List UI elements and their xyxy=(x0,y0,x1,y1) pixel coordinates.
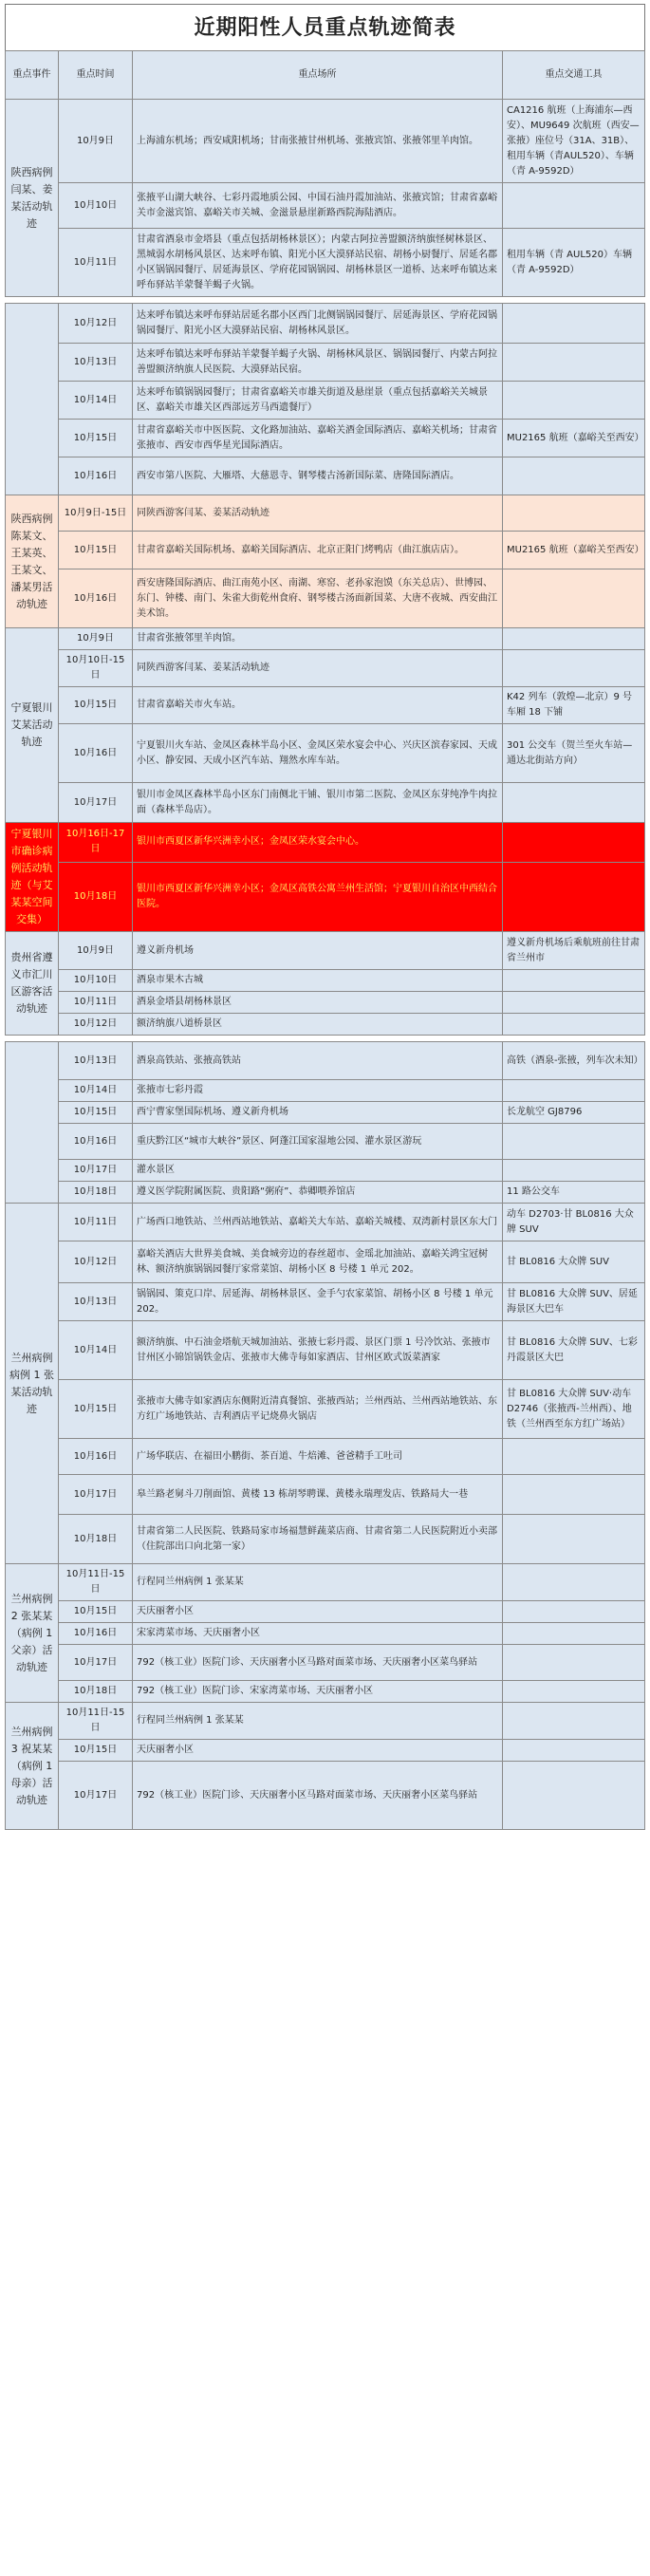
header-row xyxy=(6,51,645,100)
event-cell: 兰州病例 3 祝某某（病例 1 母亲）活动轨迹 xyxy=(6,1703,59,1830)
time-cell: 10月10日-15日 xyxy=(59,650,133,687)
place-cell: 额济纳旗、中石油金塔航天城加油站、张掖七彩丹霞、景区门票 1 号冷饮站、张掖市甘州区小锦馆锅铁金店、张掖市大佛寺每如家酒店、甘州区欧式饭菜酒家 xyxy=(133,1321,503,1380)
table-row xyxy=(6,183,645,229)
table-row xyxy=(6,1204,645,1241)
place-cell: 遵义医学院附属医院、贵阳路“粥府”、恭卿喂养馆店 xyxy=(133,1182,503,1204)
transport-cell xyxy=(503,1439,645,1475)
table-row xyxy=(6,1681,645,1703)
transport-cell: 租用车辆（青 AUL520）车辆（青 A-9592D） xyxy=(503,229,645,297)
table-row xyxy=(6,1124,645,1160)
transport-cell: 301 公交车（贺兰至火车站—通达北街站方向） xyxy=(503,724,645,783)
section-gap xyxy=(6,297,645,304)
place-cell: 达来呼布镇达来呼布驿站居延名郡小区西门北侧锅锅园餐厅、居延海景区、学府花园锅锅园餐厅、阳光小区大漠驿站民宿、胡杨林风景区。 xyxy=(133,304,503,344)
place-cell: 天庆丽奢小区 xyxy=(133,1740,503,1762)
table-row xyxy=(6,1102,645,1124)
transport-cell xyxy=(503,862,645,931)
time-cell: 10月9日 xyxy=(59,932,133,970)
trajectory-table xyxy=(5,50,645,1830)
table-row xyxy=(6,1762,645,1830)
place-cell: 天庆丽奢小区 xyxy=(133,1601,503,1623)
transport-cell: MU2165 航班（嘉峪关至西安） xyxy=(503,420,645,457)
place-cell: 达来呼布镇锅锅园餐厅；甘肃省嘉峪关市雄关街道及悬崖景（重点包括嘉峪关关城景区、嘉峪关市雄关区西部远芳马西遗餐厅） xyxy=(133,382,503,420)
transport-cell xyxy=(503,970,645,992)
table-row xyxy=(6,1380,645,1439)
transport-cell xyxy=(503,650,645,687)
time-cell: 10月16日 xyxy=(59,1124,133,1160)
time-cell: 10月16日 xyxy=(59,569,133,628)
time-cell: 10月9日-15日 xyxy=(59,495,133,532)
place-cell: 张掖市大佛寺如家酒店东侧附近清真餐馆、张掖西站；兰州西站、兰州西站地铁站、东方红广场地铁站、吉利酒店平记烧鼻火锅店 xyxy=(133,1380,503,1439)
transport-cell xyxy=(503,1703,645,1740)
time-cell: 10月15日 xyxy=(59,687,133,724)
transport-cell xyxy=(503,304,645,344)
section-gap-cell xyxy=(6,1036,645,1042)
transport-cell: 高铁（酒泉-张掖，列车次未知） xyxy=(503,1042,645,1080)
time-cell: 10月14日 xyxy=(59,382,133,420)
time-cell: 10月15日 xyxy=(59,1380,133,1439)
event-cell: 陕西病例闫某、姜某活动轨迹 xyxy=(6,100,59,297)
trajectory-sheet xyxy=(5,4,645,1830)
place-cell: 达来呼布镇达来呼布驿站羊蒙餐羊蝎子火锅、胡杨林风景区、锅锅园餐厅、内蒙古阿拉善盟额济纳旗人民医院、大漠驿站民宿。 xyxy=(133,344,503,382)
time-cell: 10月18日 xyxy=(59,1515,133,1564)
place-cell: 嘉峪关酒店大世界美食城、美食城旁边的春丝超市、金瑶北加油站、嘉峪关鸿宝冠树林、额济纳旗锅锅园餐厅家常菜馆、胡杨小区 8 号楼 1 单元 202。 xyxy=(133,1241,503,1283)
transport-cell xyxy=(503,457,645,495)
transport-cell xyxy=(503,992,645,1014)
table-row xyxy=(6,1283,645,1321)
place-cell: 张掖平山湖大峡谷、七彩丹霞地质公园、中国石油丹霞加油站、张掖宾馆；甘肃省嘉峪关市金滋宾馆、嘉峪关市关城、金滋景悬崖新路西院海陆酒店。 xyxy=(133,183,503,229)
time-cell: 10月13日 xyxy=(59,344,133,382)
table-row xyxy=(6,1321,645,1380)
time-cell: 10月16日 xyxy=(59,457,133,495)
event-cell: 宁夏银川艾某活动轨迹 xyxy=(6,628,59,823)
transport-cell xyxy=(503,344,645,382)
table-row xyxy=(6,420,645,457)
table-row xyxy=(6,100,645,183)
time-cell: 10月17日 xyxy=(59,783,133,823)
transport-cell xyxy=(503,1623,645,1645)
table-row xyxy=(6,1601,645,1623)
table-row xyxy=(6,1014,645,1036)
place-cell: 锅锅园、策克口岸、居延海、胡杨林景区、金手勺农家菜馆、胡杨小区 8 号楼 1 单元 202。 xyxy=(133,1283,503,1321)
transport-cell: 甘 BL0816 大众牌 SUV、七彩丹霞景区大巴 xyxy=(503,1321,645,1380)
time-cell: 10月11日 xyxy=(59,229,133,297)
transport-cell xyxy=(503,1645,645,1681)
transport-cell xyxy=(503,1124,645,1160)
event-cell: 贵州省遵义市汇川区游客活动轨迹 xyxy=(6,932,59,1036)
transport-cell xyxy=(503,382,645,420)
time-cell: 10月17日 xyxy=(59,1645,133,1681)
table-row xyxy=(6,1623,645,1645)
time-cell: 10月11日-15日 xyxy=(59,1564,133,1601)
place-cell: 酒泉高铁站、张掖高铁站 xyxy=(133,1042,503,1080)
table-row xyxy=(6,1080,645,1102)
time-cell: 10月16日 xyxy=(59,1439,133,1475)
place-cell: 甘肃省嘉峪关市火车站。 xyxy=(133,687,503,724)
table-row xyxy=(6,569,645,628)
table-row xyxy=(6,650,645,687)
table-row xyxy=(6,495,645,532)
transport-cell: 11 路公交车 xyxy=(503,1182,645,1204)
table-row xyxy=(6,532,645,569)
time-cell: 10月11日-15日 xyxy=(59,1703,133,1740)
time-cell: 10月17日 xyxy=(59,1160,133,1182)
time-cell: 10月9日 xyxy=(59,628,133,650)
transport-cell: 长龙航空 GJ8796 xyxy=(503,1102,645,1124)
header-event: 重点事件 xyxy=(6,51,59,100)
place-cell: 西安唐隆国际酒店、曲江南苑小区、南湖、寒窑、老孙家泡馍（东关总店）、世博园、东门、钟楼、南门、朱雀大街乾州食府、钢琴楼古汤面新国菜、大唐不夜城、西安曲江美术馆。 xyxy=(133,569,503,628)
table-row xyxy=(6,1564,645,1601)
transport-cell xyxy=(503,183,645,229)
transport-cell xyxy=(503,1080,645,1102)
transport-cell: 甘 BL0816 大众牌 SUV xyxy=(503,1241,645,1283)
time-cell: 10月16日 xyxy=(59,1623,133,1645)
time-cell: 10月15日 xyxy=(59,420,133,457)
place-cell: 同陕西游客闫某、姜某活动轨迹 xyxy=(133,495,503,532)
place-cell: 酒泉金塔县胡杨林景区 xyxy=(133,992,503,1014)
transport-cell xyxy=(503,1475,645,1515)
time-cell: 10月11日 xyxy=(59,992,133,1014)
place-cell: 甘肃省嘉峪关市中医医院、文化路加油站、嘉峪关酒金国际酒店、嘉峪关机场；甘肃省张掖市、西安市西华星光国际酒店。 xyxy=(133,420,503,457)
place-cell: 宋家湾菜市场、天庆丽奢小区 xyxy=(133,1623,503,1645)
table-row xyxy=(6,1515,645,1564)
sheet-title: 近期阳性人员重点轨迹简表 xyxy=(5,4,645,50)
section-gap xyxy=(6,1036,645,1042)
time-cell: 10月16日 xyxy=(59,724,133,783)
table-row xyxy=(6,687,645,724)
time-cell: 10月10日 xyxy=(59,970,133,992)
place-cell: 甘肃省嘉峪关国际机场、嘉峪关国际酒店、北京正阳门烤鸭店（曲江旗店店）。 xyxy=(133,532,503,569)
transport-cell xyxy=(503,1681,645,1703)
time-cell: 10月16日-17日 xyxy=(59,823,133,863)
header-transport: 重点交通工具 xyxy=(503,51,645,100)
time-cell: 10月17日 xyxy=(59,1475,133,1515)
event-cell: 兰州病例 2 张某某（病例 1 父亲）活动轨迹 xyxy=(6,1564,59,1703)
place-cell: 甘肃省酒泉市金塔县（重点包括胡杨林景区）；内蒙古阿拉善盟额济纳旗怪树林景区、黑城弱水胡杨风景区、达来呼布镇、阳光小区大漠驿站民宿、胡杨小厨餐厅、居延名郡小区锅锅园餐厅、居延海景区、学府花园锅锅园、胡杨林景区一道桥、达来呼布镇达来呼布驿站羊蒙餐羊蝎子火锅。 xyxy=(133,229,503,297)
transport-cell xyxy=(503,1014,645,1036)
table-row xyxy=(6,992,645,1014)
transport-cell xyxy=(503,823,645,863)
place-cell: 遵义新舟机场 xyxy=(133,932,503,970)
place-cell: 银川市西夏区新华兴洲幸小区；金凤区荣水宴会中心。 xyxy=(133,823,503,863)
table-row xyxy=(6,304,645,344)
transport-cell: 甘 BL0816 大众牌 SUV·动车 D2746（张掖西-兰州西）、地铁（兰州西至东方红广场站） xyxy=(503,1380,645,1439)
table-row xyxy=(6,1703,645,1740)
table-row xyxy=(6,1475,645,1515)
section-gap-cell xyxy=(6,297,645,304)
place-cell: 同陕西游客闫某、姜某活动轨迹 xyxy=(133,650,503,687)
transport-cell xyxy=(503,1515,645,1564)
table-row xyxy=(6,970,645,992)
event-cell xyxy=(6,304,59,495)
place-cell: 792（核工业）医院门诊、天庆丽奢小区马路对面菜市场、天庆丽奢小区菜鸟驿站 xyxy=(133,1645,503,1681)
place-cell: 行程同兰州病例 1 张某某 xyxy=(133,1703,503,1740)
time-cell: 10月14日 xyxy=(59,1321,133,1380)
place-cell: 广场华联店、在福田小鹏街、茶百道、牛焙滩、爸爸精手工吐司 xyxy=(133,1439,503,1475)
transport-cell: MU2165 航班（嘉峪关至西安） xyxy=(503,532,645,569)
place-cell: 宁夏银川火车站、金凤区森林半岛小区、金凤区荣水宴会中心、兴庆区滨春家园、天成小区、静安园、天成小区汽车站、翔然水库车站。 xyxy=(133,724,503,783)
event-cell: 陕西病例陈某文、王某英、王某文、潘某男活动轨迹 xyxy=(6,495,59,628)
place-cell: 酒泉市果木古城 xyxy=(133,970,503,992)
transport-cell: 甘 BL0816 大众牌 SUV、居延海景区大巴车 xyxy=(503,1283,645,1321)
transport-cell xyxy=(503,1564,645,1601)
table-row xyxy=(6,1241,645,1283)
place-cell: 张掖市七彩丹霞 xyxy=(133,1080,503,1102)
transport-cell xyxy=(503,783,645,823)
time-cell: 10月13日 xyxy=(59,1283,133,1321)
place-cell: 西宁曹家堡国际机场、遵义新舟机场 xyxy=(133,1102,503,1124)
place-cell: 甘肃省张掖邻里羊肉馆。 xyxy=(133,628,503,650)
table-row xyxy=(6,1160,645,1182)
time-cell: 10月18日 xyxy=(59,1182,133,1204)
table-row xyxy=(6,457,645,495)
place-cell: 上海浦东机场；西安咸阳机场；甘南张掖甘州机场、张掖宾馆、张掖邻里羊肉馆。 xyxy=(133,100,503,183)
time-cell: 10月15日 xyxy=(59,1601,133,1623)
transport-cell xyxy=(503,1762,645,1830)
place-cell: 灌水景区 xyxy=(133,1160,503,1182)
transport-cell: CA1216 航班（上海浦东—西安）、MU9649 次航班（西安—张掖）座位号（31A、31B）、租用车辆（青AUL520）、车辆（青 A-9592D） xyxy=(503,100,645,183)
place-cell: 银川市金凤区森林半岛小区东门南侧北干铺、银川市第二医院、金凤区东芽纯净牛肉拉面（森林半岛店）。 xyxy=(133,783,503,823)
transport-cell xyxy=(503,1601,645,1623)
place-cell: 重庆黔江区“城市大峡谷”景区、阿蓬江国家湿地公园、灌水景区游玩 xyxy=(133,1124,503,1160)
time-cell: 10月15日 xyxy=(59,532,133,569)
table-row xyxy=(6,229,645,297)
header-time: 重点时间 xyxy=(59,51,133,100)
time-cell: 10月15日 xyxy=(59,1740,133,1762)
time-cell: 10月13日 xyxy=(59,1042,133,1080)
transport-cell xyxy=(503,495,645,532)
event-cell xyxy=(6,1042,59,1204)
time-cell: 10月10日 xyxy=(59,183,133,229)
table-row xyxy=(6,823,645,863)
time-cell: 10月14日 xyxy=(59,1080,133,1102)
transport-cell xyxy=(503,628,645,650)
transport-cell: K42 列车（敦煌—北京）9 号车厢 18 下铺 xyxy=(503,687,645,724)
place-cell: 行程同兰州病例 1 张某某 xyxy=(133,1564,503,1601)
transport-cell xyxy=(503,1160,645,1182)
table-row xyxy=(6,783,645,823)
table-row xyxy=(6,382,645,420)
time-cell: 10月12日 xyxy=(59,1014,133,1036)
transport-cell: 遵义新舟机场后乘航班前往甘肃省兰州市 xyxy=(503,932,645,970)
time-cell: 10月9日 xyxy=(59,100,133,183)
time-cell: 10月18日 xyxy=(59,862,133,931)
time-cell: 10月18日 xyxy=(59,1681,133,1703)
event-cell: 兰州病例病例 1 张某活动轨迹 xyxy=(6,1204,59,1564)
table-row xyxy=(6,862,645,931)
header-place: 重点场所 xyxy=(133,51,503,100)
table-row xyxy=(6,1042,645,1080)
place-cell: 额济纳旗八道桥景区 xyxy=(133,1014,503,1036)
time-cell: 10月17日 xyxy=(59,1762,133,1830)
time-cell: 10月15日 xyxy=(59,1102,133,1124)
transport-cell xyxy=(503,1740,645,1762)
place-cell: 西安市第八医院、大雁塔、大慈恩寺、钢琴楼古汤新国际菜、唐隆国际酒店。 xyxy=(133,457,503,495)
table-row xyxy=(6,1740,645,1762)
time-cell: 10月12日 xyxy=(59,1241,133,1283)
table-row xyxy=(6,1182,645,1204)
table-row xyxy=(6,724,645,783)
place-cell: 银川市西夏区新华兴洲幸小区；金凤区高铁公寓兰州生活馆；宁夏银川自治区中西结合医院。 xyxy=(133,862,503,931)
table-row xyxy=(6,628,645,650)
transport-cell xyxy=(503,569,645,628)
place-cell: 甘肃省第二人民医院、铁路局家市场福慧鲜蔬菜店商、甘肃省第二人民医院附近小卖部（住院部出口向北第一家） xyxy=(133,1515,503,1564)
place-cell: 皋兰路老舅斗刀削面馆、黄楼 13 栋胡琴聘课、黄楼永瑞理发店、铁路局大一巷 xyxy=(133,1475,503,1515)
table-row xyxy=(6,932,645,970)
table-row xyxy=(6,1645,645,1681)
table-row xyxy=(6,1439,645,1475)
place-cell: 广场西口地铁站、兰州西站地铁站、嘉峪关大车站、嘉峪关城楼、双湾新村景区东大门 xyxy=(133,1204,503,1241)
time-cell: 10月12日 xyxy=(59,304,133,344)
event-cell: 宁夏银川市确诊病例活动轨迹（与艾某某空间交集） xyxy=(6,823,59,932)
transport-cell: 动车 D2703·甘 BL0816 大众牌 SUV xyxy=(503,1204,645,1241)
place-cell: 792（核工业）医院门诊、天庆丽奢小区马路对面菜市场、天庆丽奢小区菜鸟驿站 xyxy=(133,1762,503,1830)
table-row xyxy=(6,344,645,382)
time-cell: 10月11日 xyxy=(59,1204,133,1241)
place-cell: 792（核工业）医院门诊、宋家湾菜市场、天庆丽奢小区 xyxy=(133,1681,503,1703)
